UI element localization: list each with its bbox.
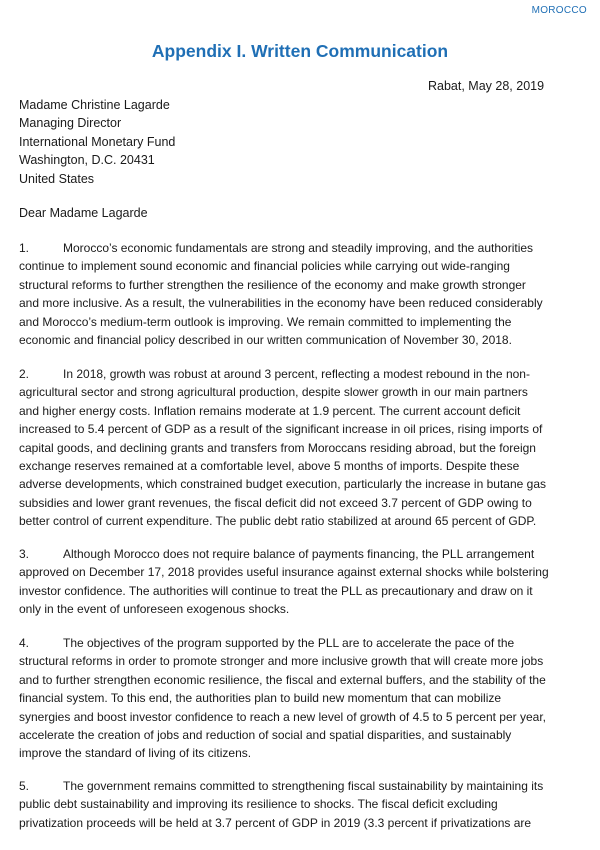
paragraph-5 <box>19 777 591 832</box>
recipient-line: Madame Christine Lagarde <box>19 98 170 112</box>
recipient-line: United States <box>19 171 95 186</box>
paragraph-text: The objectives of the program supported by the PLL are to accelerate the pace of the <box>63 636 515 650</box>
recipient-line: Managing Director <box>19 116 122 131</box>
paragraph-line <box>19 365 591 383</box>
paragraph-text: Although Morocco does not require balance of payments financing, the PLL arrangement <box>63 547 535 561</box>
paragraph-line <box>19 777 591 795</box>
paragraph-text: In 2018, growth was robust at around 3 percent, reflecting a modest rebound in the non- <box>63 367 530 381</box>
paragraph-3 <box>19 545 591 619</box>
paragraph-line: structural reforms in order to promote stronger and more inclusive growth that will create more jobs <box>19 654 544 669</box>
paragraph-line: improve the standard of living of its citizens. <box>19 746 252 761</box>
paragraph-line: approved on December 17, 2018 provides useful insurance against external shocks while bolstering <box>19 565 549 580</box>
paragraph-number: 3. <box>19 547 30 561</box>
recipient-line: International Monetary Fund <box>19 134 176 149</box>
paragraph-line <box>19 634 591 652</box>
paragraph-line: financial system. To this end, the authorities plan to build new momentum that can mobilize <box>19 691 502 706</box>
paragraph-text: The government remains committed to strengthening fiscal sustainability by maintaining its <box>63 779 544 793</box>
paragraph-line: and Morocco’s medium-term outlook is improving. We remain committed to implementing the <box>19 314 512 329</box>
paragraph-line: capital goods, and declining grants and transfers from Moroccans residing abroad, but the foreign <box>19 440 536 455</box>
paragraph-line: exchange reserves remained at a comfortable level, above 5 months of imports. Despite these <box>19 459 520 474</box>
paragraph-4 <box>19 634 591 763</box>
paragraph-number: 2. <box>19 367 30 381</box>
paragraph-line: better control of current expenditure. The public debt ratio stabilized at around 65 percent of GDP. <box>19 514 537 529</box>
paragraph-2 <box>19 365 591 531</box>
paragraph-text: Morocco’s economic fundamentals are strong and steadily improving, and the authorities <box>63 241 534 255</box>
paragraph-line: structural reforms to further strengthen the resilience of the economy and make growth stronger <box>19 277 526 292</box>
page-title: Appendix I. Written Communication <box>151 41 449 61</box>
paragraph-line: and more inclusive. As a result, the vulnerabilities in the economy have been reduced considerably <box>19 296 543 311</box>
paragraph-1 <box>19 239 591 349</box>
paragraph-line: accelerate the creation of jobs and reduction of social and spatial disparities, and sustainably <box>19 728 512 743</box>
paragraph-line: economic and financial policy described in our written communication of November 30, 2018. <box>19 333 512 348</box>
paragraph-line <box>19 239 591 257</box>
running-head: MOROCCO <box>531 5 587 16</box>
paragraph-line: continue to implement sound economic and financial policies while carrying out wide-ranging <box>19 259 510 274</box>
paragraph-line: public debt sustainability and improving its resilience to shocks. The fiscal deficit excluding <box>19 797 498 812</box>
paragraph-line: increased to 5.4 percent of GDP as a result of the significant increase in oil prices, rising imports of <box>19 422 543 437</box>
paragraph-line: investor confidence. The authorities will continue to treat the PLL as precautionary and draw on it <box>19 583 533 598</box>
paragraph-number: 4. <box>19 636 30 650</box>
paragraph-line: agricultural sector and strong agricultural production, despite slower growth in our main partners <box>19 385 528 400</box>
paragraph-line: and to further strengthen economic resilience, the fiscal and external buffers, and the stability of the <box>19 672 546 687</box>
paragraph-line: and higher energy costs. Inflation remains moderate at 1.9 percent. The current account deficit <box>19 403 521 418</box>
paragraph-line: privatization proceeds will be held at 3.7 percent of GDP in 2019 (3.3 percent if privatizations are <box>19 815 532 830</box>
paragraph-line: subsidies and lower grant revenues, the fiscal deficit did not exceed 3.7 percent of GDP owing to <box>19 495 532 510</box>
paragraph-line: adverse developments, which constrained budget execution, particularly the increase in butane gas <box>19 477 546 492</box>
paragraph-line <box>19 545 591 563</box>
paragraph-number: 5. <box>19 779 30 793</box>
paragraph-line: synergies and boost investor confidence to reach a new level of growth of 4.5 to 5 percent per year, <box>19 709 546 724</box>
salutation: Dear Madame Lagarde <box>19 206 148 220</box>
recipient-line: Washington, D.C. 20431 <box>19 153 155 168</box>
recipient-address <box>19 96 175 188</box>
letter-date: Rabat, May 28, 2019 <box>428 79 545 93</box>
paragraph-line: only in the event of unforeseen exogenous shocks. <box>19 602 290 617</box>
paragraph-number: 1. <box>19 241 30 255</box>
